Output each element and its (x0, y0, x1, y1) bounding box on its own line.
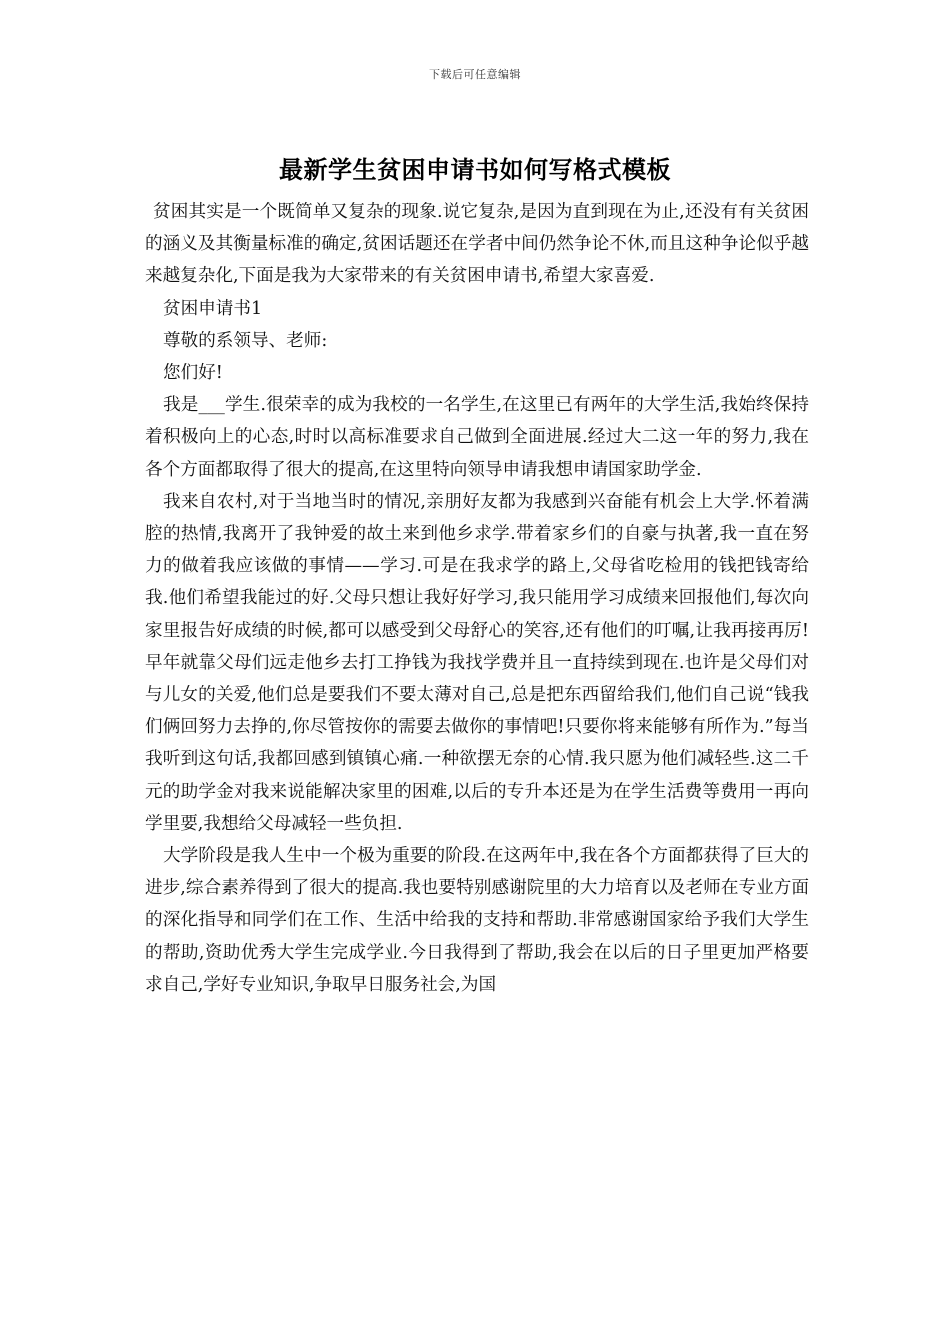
document-body (145, 196, 809, 1001)
header-note: 下载后可任意编辑 (429, 68, 521, 81)
body-paragraph: 我来自农村,对于当地当时的情况,亲朋好友都为我感到兴奋能有机会上大学.怀着满腔的热情,我离开了我钟爱的故土来到他乡求学.带着家乡们的自豪与执著,我一直在努力的做着我应该做的事情——学习.可是在我求学的路上,父母省吃检用的钱把钱寄给我.他们希望我能过的好.父母只想让我好好学习,我只能用学习成绩来回报他们,每次向家里报告好成绩的时候,都可以感受到父母舒心的笑容,还有他们的叮嘱,让我再接再厉!早年就靠父母们远走他乡去打工挣钱为我找学费并且一直持续到现在.也许是父母们对与儿女的关爱,他们总是要我们不要太薄对自己,总是把东西留给我们,他们自己说“钱我们俩回努力去挣的,你尽管按你的需要去做你的事情吧!只要你将来能够有所作为.”每当我听到这句话,我都回感到镇镇心痛.一种欲摆无奈的心情.我只愿为他们减轻些.这二千元的助学金对我来说能解决家里的困难,以后的专升本还是为在学生活费等费用一再向学里要,我想给父母减轻一些负担. (145, 491, 809, 834)
body-paragraph: 我是___学生.很荣幸的成为我校的一名学生,在这里已有两年的大学生活,我始终保持着积极向上的心态,时时以高标准要求自己做到全面进展.经过大二这一年的努力,我在各个方面都取得了很大的提高,在这里特向领导申请我想申请国家助学金. (145, 395, 809, 480)
section-heading: 贫困申请书1 (163, 298, 263, 319)
document-title: 最新学生贫困申请书如何写格式模板 (279, 155, 671, 184)
intro-paragraph: 贫困其实是一个既简单又复杂的现象.说它复杂,是因为直到现在为止,还没有有关贫困的涵义及其衡量标准的确定,贫困话题还在学者中间仍然争论不休,而且这种争论似乎越来越复杂化,下面是我为大家带来的有关贫困申请书,希望大家喜爱. (145, 202, 809, 287)
body-paragraph: 大学阶段是我人生中一个极为重要的阶段.在这两年中,我在各个方面都获得了巨大的进步,综合素养得到了很大的提高.我也要特别感谢院里的大力培育以及老师在专业方面的深化指导和同学们在工作、生活中给我的支持和帮助.非常感谢国家给予我们大学生的帮助,资助优秀大学生完成学业.今日我得到了帮助,我会在以后的日子里更加严格要求自己,学好专业知识,争取早日服务社会,为国 (145, 846, 809, 995)
salutation: 尊敬的系领导、老师: (163, 330, 328, 351)
greeting: 您们好! (163, 363, 223, 384)
